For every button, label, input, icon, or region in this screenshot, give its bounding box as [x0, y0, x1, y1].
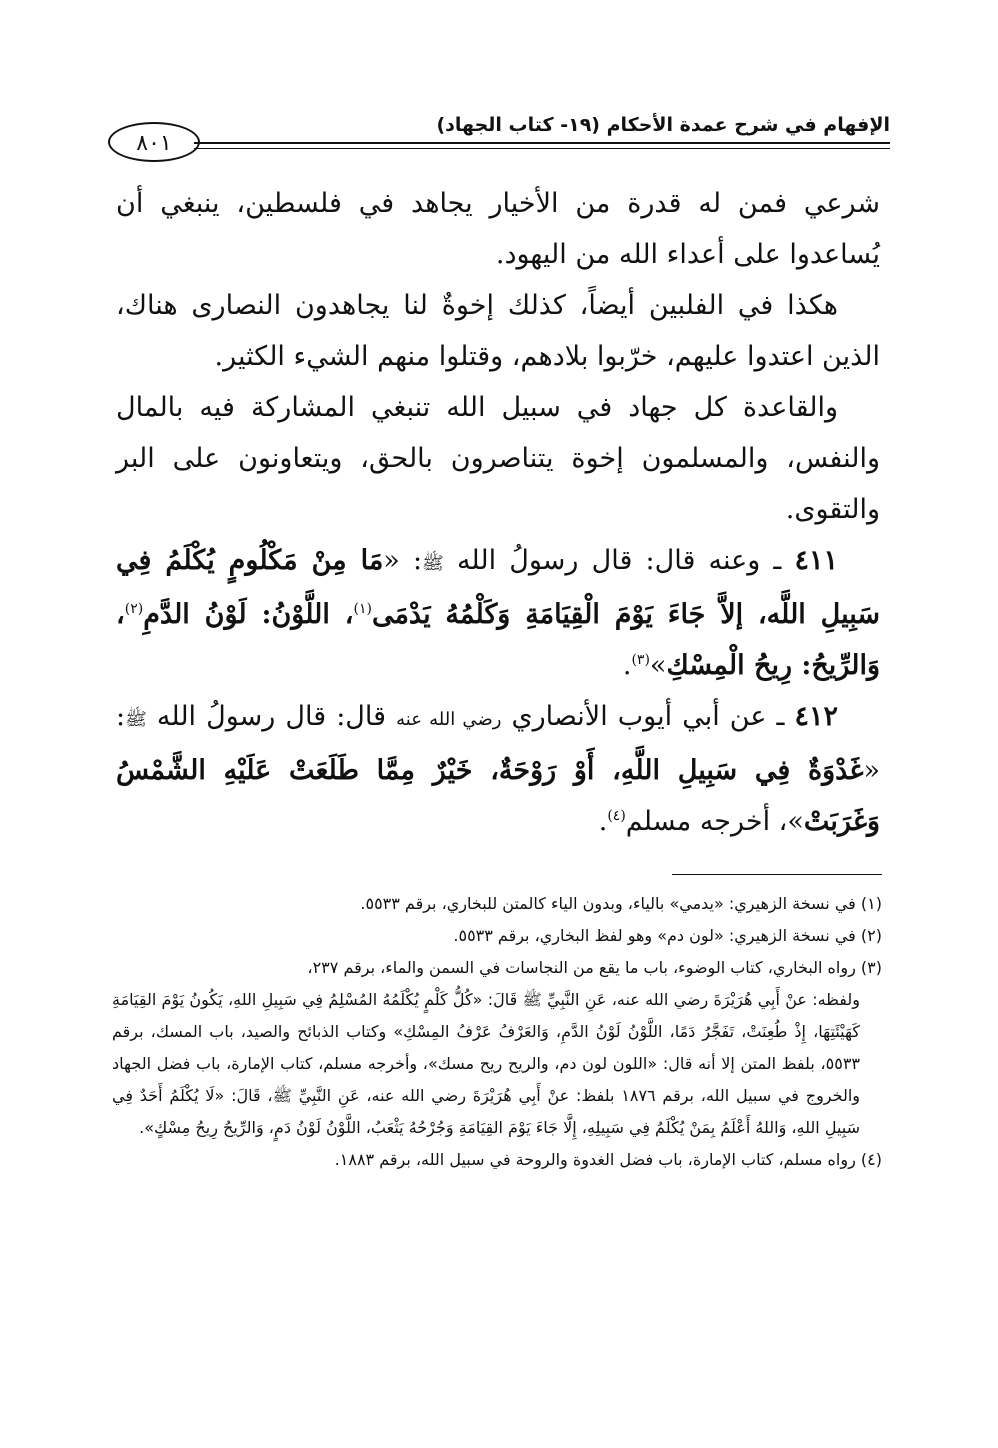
hadith-text: مَا مِنْ مَكْلُومٍ يُكْلَمُ فِي سَبِيلِ اللَّه، إلاَّ جَاءَ يَوْمَ الْقِيَامَةِ وَكَلْمُهُ يَدْمَى	[116, 545, 881, 630]
hadith-text: ، اللَّوْنُ: لَوْنُ الدَّمِ	[143, 599, 354, 630]
footnotes	[112, 888, 882, 1176]
footnote-3-body: ولفظه: عنْ أَبِي هُرَيْرَةَ رضي الله عنه، عَنِ النَّبِيِّ ﷺ قَالَ: «كُلُّ كَلْمٍ يُكْلَمُهُ المُسْلِمُ فِي سَبِيلِ اللهِ، يَكُونُ يَوْمَ القِيَامَةِ كَهَيْئَتِهَا، إِذْ طُعِنَتْ، تَفَجَّرُ دَمًا، اللَّوْنُ لَوْنُ الدَّمِ، وَالعَرْفُ عَرْفُ المِسْكِ» وكتاب الذبائح والصيد، باب المسك، برقم ٥٥٣٣، بلفظ المتن إلا أنه قال: «اللون لون دم، والريح ريح مسك»، وأخرجه مسلم، كتاب الإمارة، باب فضل الجهاد والخروج في سبيل الله، برقم ١٨٧٦ بلفظ: عنْ أَبِي هُرَيْرَةَ رضي الله عنه، عَنِ النَّبِيِّ ﷺ، قَالَ: «لَا يُكْلَمُ أَحَدٌ فِي سَبِيلِ اللهِ، وَاللهُ أَعْلَمُ بِمَنْ يُكْلَمُ فِي سَبِيلِهِ، إِلَّا جَاءَ يَوْمَ القِيَامَةِ وَجُرْحُهُ يَثْعَبُ، اللَّوْنُ لَوْنُ دَمٍ، وَالرِّيحُ رِيحُ مِسْكٍ».	[112, 990, 860, 1137]
companion-salutation-glyph: رضي الله عنه	[396, 709, 502, 730]
paragraph: هكذا في الفلبين أيضاً، كذلك إخوةٌ لنا يجاهدون النصارى هناك، الذين اعتدوا عليهم، خرّبوا بلادهم، وقتلوا منهم الشيء الكثير.	[116, 290, 880, 372]
hadith-intro: ـ وعنه قال: قال رسولُ الله	[443, 545, 795, 576]
footnote-ref[interactable]: (٢)	[124, 601, 144, 617]
quote-close: »	[649, 650, 667, 681]
paragraph: والقاعدة كل جهاد في سبيل الله تنبغي المشاركة فيه بالمال والنفس، والمسلمون إخوة يتناصرون بالحق، ويتعاونون على البر والتقوى.	[116, 392, 880, 525]
hadith-number: ٤١١	[794, 545, 838, 576]
salutation-glyph: ﷺ	[422, 553, 444, 574]
hadith-text: ، وَالرِّيحُ: رِيحُ الْمِسْكِ	[116, 599, 880, 681]
footnote-1: (١) في نسخة الزهيري: «يدمي» بالياء، وبدون الياء كالمتن للبخاري، برقم ٥٥٣٣.	[360, 894, 882, 913]
footnote-separator	[672, 874, 882, 875]
main-text	[116, 178, 880, 847]
hadith-412	[116, 691, 880, 847]
hadith-text: غَدْوَةٌ فِي سَبِيلِ اللَّهِ، أَوْ رَوْحَةٌ، خَيْرٌ مِمَّا طَلَعَتْ عَلَيْهِ الشَّمْسُ وَغَرَبَتْ	[116, 755, 880, 837]
footnote-4: (٤) رواه مسلم، كتاب الإمارة، باب فضل الغدوة والروحة في سبيل الله، برقم ١٨٨٣.	[334, 1150, 882, 1169]
footnote-2: (٢) في نسخة الزهيري: «لون دم» وهو لفظ البخاري، برقم ٥٥٣٣.	[453, 926, 882, 945]
hadith-number: ٤١٢	[794, 701, 838, 732]
hadith-411	[116, 535, 880, 691]
footnote-ref[interactable]: (٣)	[631, 652, 650, 668]
paragraph: شرعي فمن له قدرة من الأخيار يجاهد في فلسطين، ينبغي أن يُساعدوا على أعداء الله من اليهود.	[116, 188, 880, 270]
source-note: »، أخرجه مسلم	[625, 806, 804, 837]
footnote-ref[interactable]: (٤)	[607, 808, 626, 824]
page-header	[108, 110, 890, 160]
period: .	[622, 650, 632, 681]
hadith-intro: قال: قال رسولُ الله	[146, 701, 397, 732]
period: .	[598, 806, 608, 837]
footnote-ref[interactable]: (١)	[353, 601, 372, 617]
hadith-intro: : «	[116, 701, 880, 786]
hadith-intro: : «	[383, 545, 423, 576]
page-number: ٨٠١	[108, 122, 200, 162]
footnote-3: (٣) رواه البخاري، كتاب الوضوء، باب ما يقع من النجاسات في السمن والماء، برقم ٢٣٧،	[307, 958, 882, 977]
header-rule-thin	[194, 148, 890, 149]
hadith-intro: ـ عن أبي أيوب الأنصاري	[501, 701, 795, 732]
header-rule	[194, 142, 890, 144]
running-title: الإفهام في شرح عمدة الأحكام (١٩- كتاب الجهاد)	[436, 114, 890, 136]
salutation-glyph: ﷺ	[125, 709, 147, 730]
